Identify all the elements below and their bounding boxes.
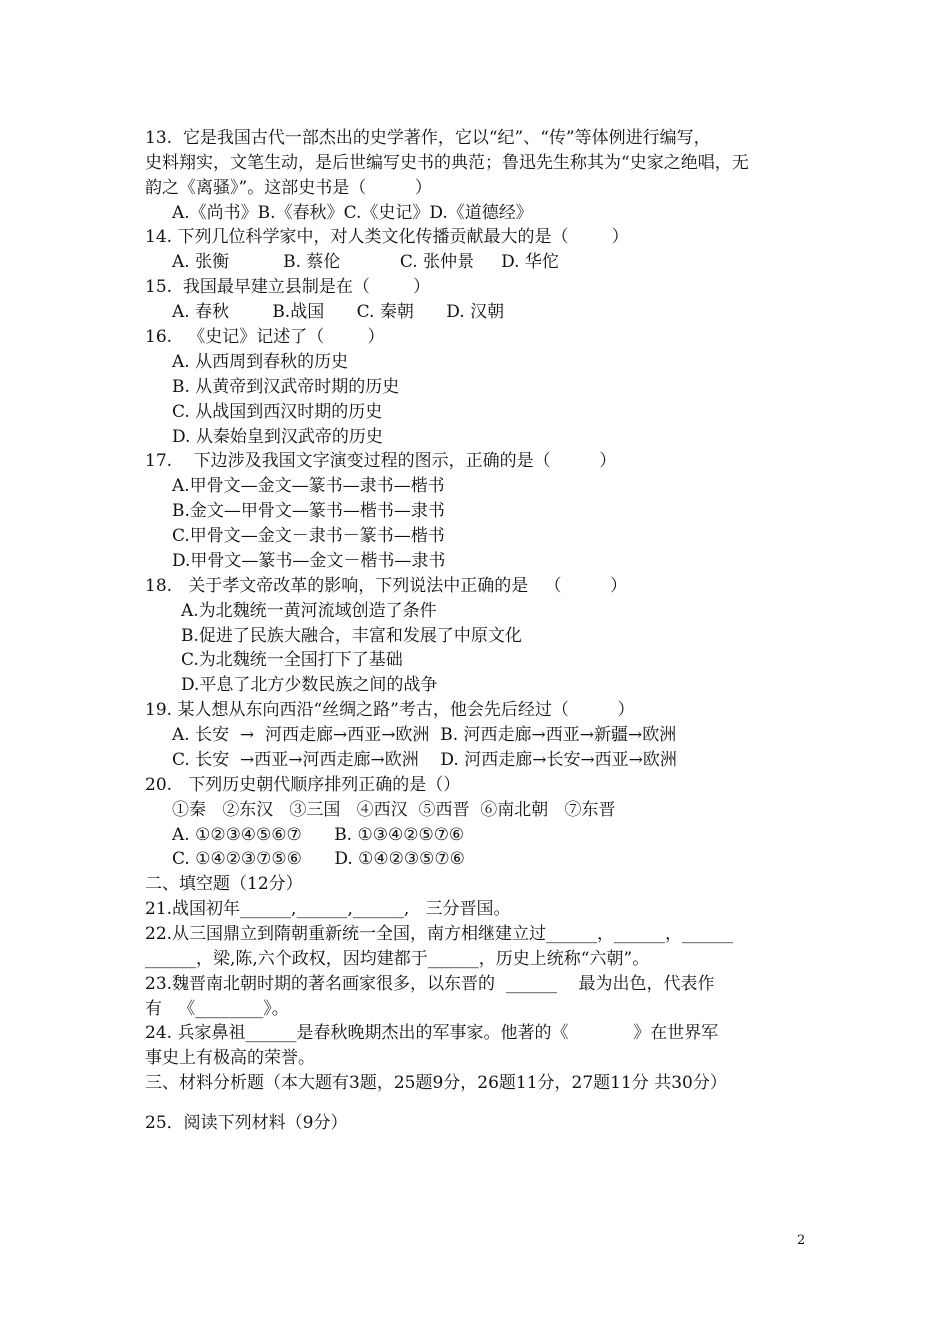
q20-stem: 20. 下列历史朝代顺序排列正确的是（） [145,775,461,795]
q19-options-row-1: A. 长安 → 河西走廊→西亚→欧洲 B. 河西走廊→西亚→新疆→欧洲 [172,725,677,745]
q20-options-row-1: A. ①②③④⑤⑥⑦ B. ①③④②⑤⑦⑥ [172,825,465,845]
q18-option-b: B.促进了民族大融合，丰富和发展了中原文化 [181,626,522,646]
q23-line-2: 有 《________》。 [145,999,289,1019]
q17-stem: 17. 下边涉及我国文字演变过程的图示，正确的是（ ） [145,451,617,471]
section-2-heading: 二、填空题（12分） [145,874,303,894]
q18-option-a: A.为北魏统一黄河流域创造了条件 [181,601,437,621]
q19-options-row-2: C. 长安 →西亚→河西走廊→欧洲 D. 河西走廊→长安→西亚→欧洲 [172,750,677,770]
q16-option-c: C. 从战国到西汉时期的历史 [172,402,383,422]
q16-stem: 16. 《史记》记述了（ ） [145,327,385,347]
q16-option-a: A. 从西周到春秋的历史 [172,352,349,372]
q16-option-b: B. 从黄帝到汉武帝时期的历史 [172,377,400,397]
q25: 25．阅读下列材料（9分） [145,1113,348,1133]
q21: 21.战国初年______,______,______, 三分晋国。 [145,899,511,919]
q18-stem: 18. 关于孝文帝改革的影响，下列说法中正确的是 （ ） [145,576,628,596]
q20-items: ①秦 ②东汉 ③三国 ④西汉 ⑤西晋 ⑥南北朝 ⑦东晋 [172,800,616,820]
q14-options: A. 张衡 B. 蔡伦 C. 张仲景 D. 华佗 [172,252,559,272]
q13-stem-line-2: 史料翔实，文笔生动，是后世编写史书的典范；鲁迅先生称其为“史家之绝唱，无 [145,153,749,173]
q17-option-c: C.甲骨文—金文－隶书－篆书—楷书 [172,526,445,546]
q15-options: A. 春秋 B.战国 C. 秦朝 D. 汉朝 [172,302,505,322]
q15-stem: 15. 我国最早建立县制是在（ ） [145,277,431,297]
q19-stem: 19. 某人想从东向西沿“丝绸之路”考古，他会先后经过（ ） [145,700,635,720]
q20-options-row-2: C. ①④②③⑦⑤⑥ D. ①④②③⑤⑦⑥ [172,849,465,869]
q18-option-d: D.平息了北方少数民族之间的战争 [181,675,438,695]
q17-option-b: B.金文—甲骨文—篆书—楷书—隶书 [172,501,445,521]
q13-stem-line-1: 13. 它是我国古代一部杰出的史学著作，它以“纪”、“传”等体例进行编写， [145,128,711,148]
q24-line-2: 事史上有极高的荣誉。 [145,1048,315,1068]
q18-option-c: C.为北魏统一全国打下了基础 [181,650,403,670]
q13-stem-line-3: 韵之《离骚》”。这部史书是（ ） [145,178,432,198]
q22-line-2: ______，梁,陈,六个政权，因均建都于______，历史上统称“六朝”。 [145,949,650,969]
q13-options: A.《尚书》B.《春秋》C.《史记》D.《道德经》 [172,203,533,223]
q17-option-d: D.甲骨文—篆书—金文－楷书—隶书 [172,551,446,571]
section-3-heading: 三、材料分析题（本大题有3题，25题9分，26题11分，27题11分 共30分） [145,1073,727,1093]
q17-option-a: A.甲骨文—金文—篆书—隶书—楷书 [172,476,445,496]
page-number: 2 [797,1233,806,1248]
q23-line-1: 23.魏晋南北朝时期的著名画家很多，以东晋的 ______ 最为出色，代表作 [145,974,715,994]
q22-line-1: 22.从三国鼎立到隋朝重新统一全国，南方相继建立过______，______，______ [145,924,734,944]
q16-option-d: D. 从秦始皇到汉武帝的历史 [172,427,383,447]
q24-line-1: 24. 兵家鼻祖______是春秋晚期杰出的军事家。他著的《 》在世界军 [145,1023,719,1043]
q14-stem: 14. 下列几位科学家中，对人类文化传播贡献最大的是（ ） [145,227,629,247]
